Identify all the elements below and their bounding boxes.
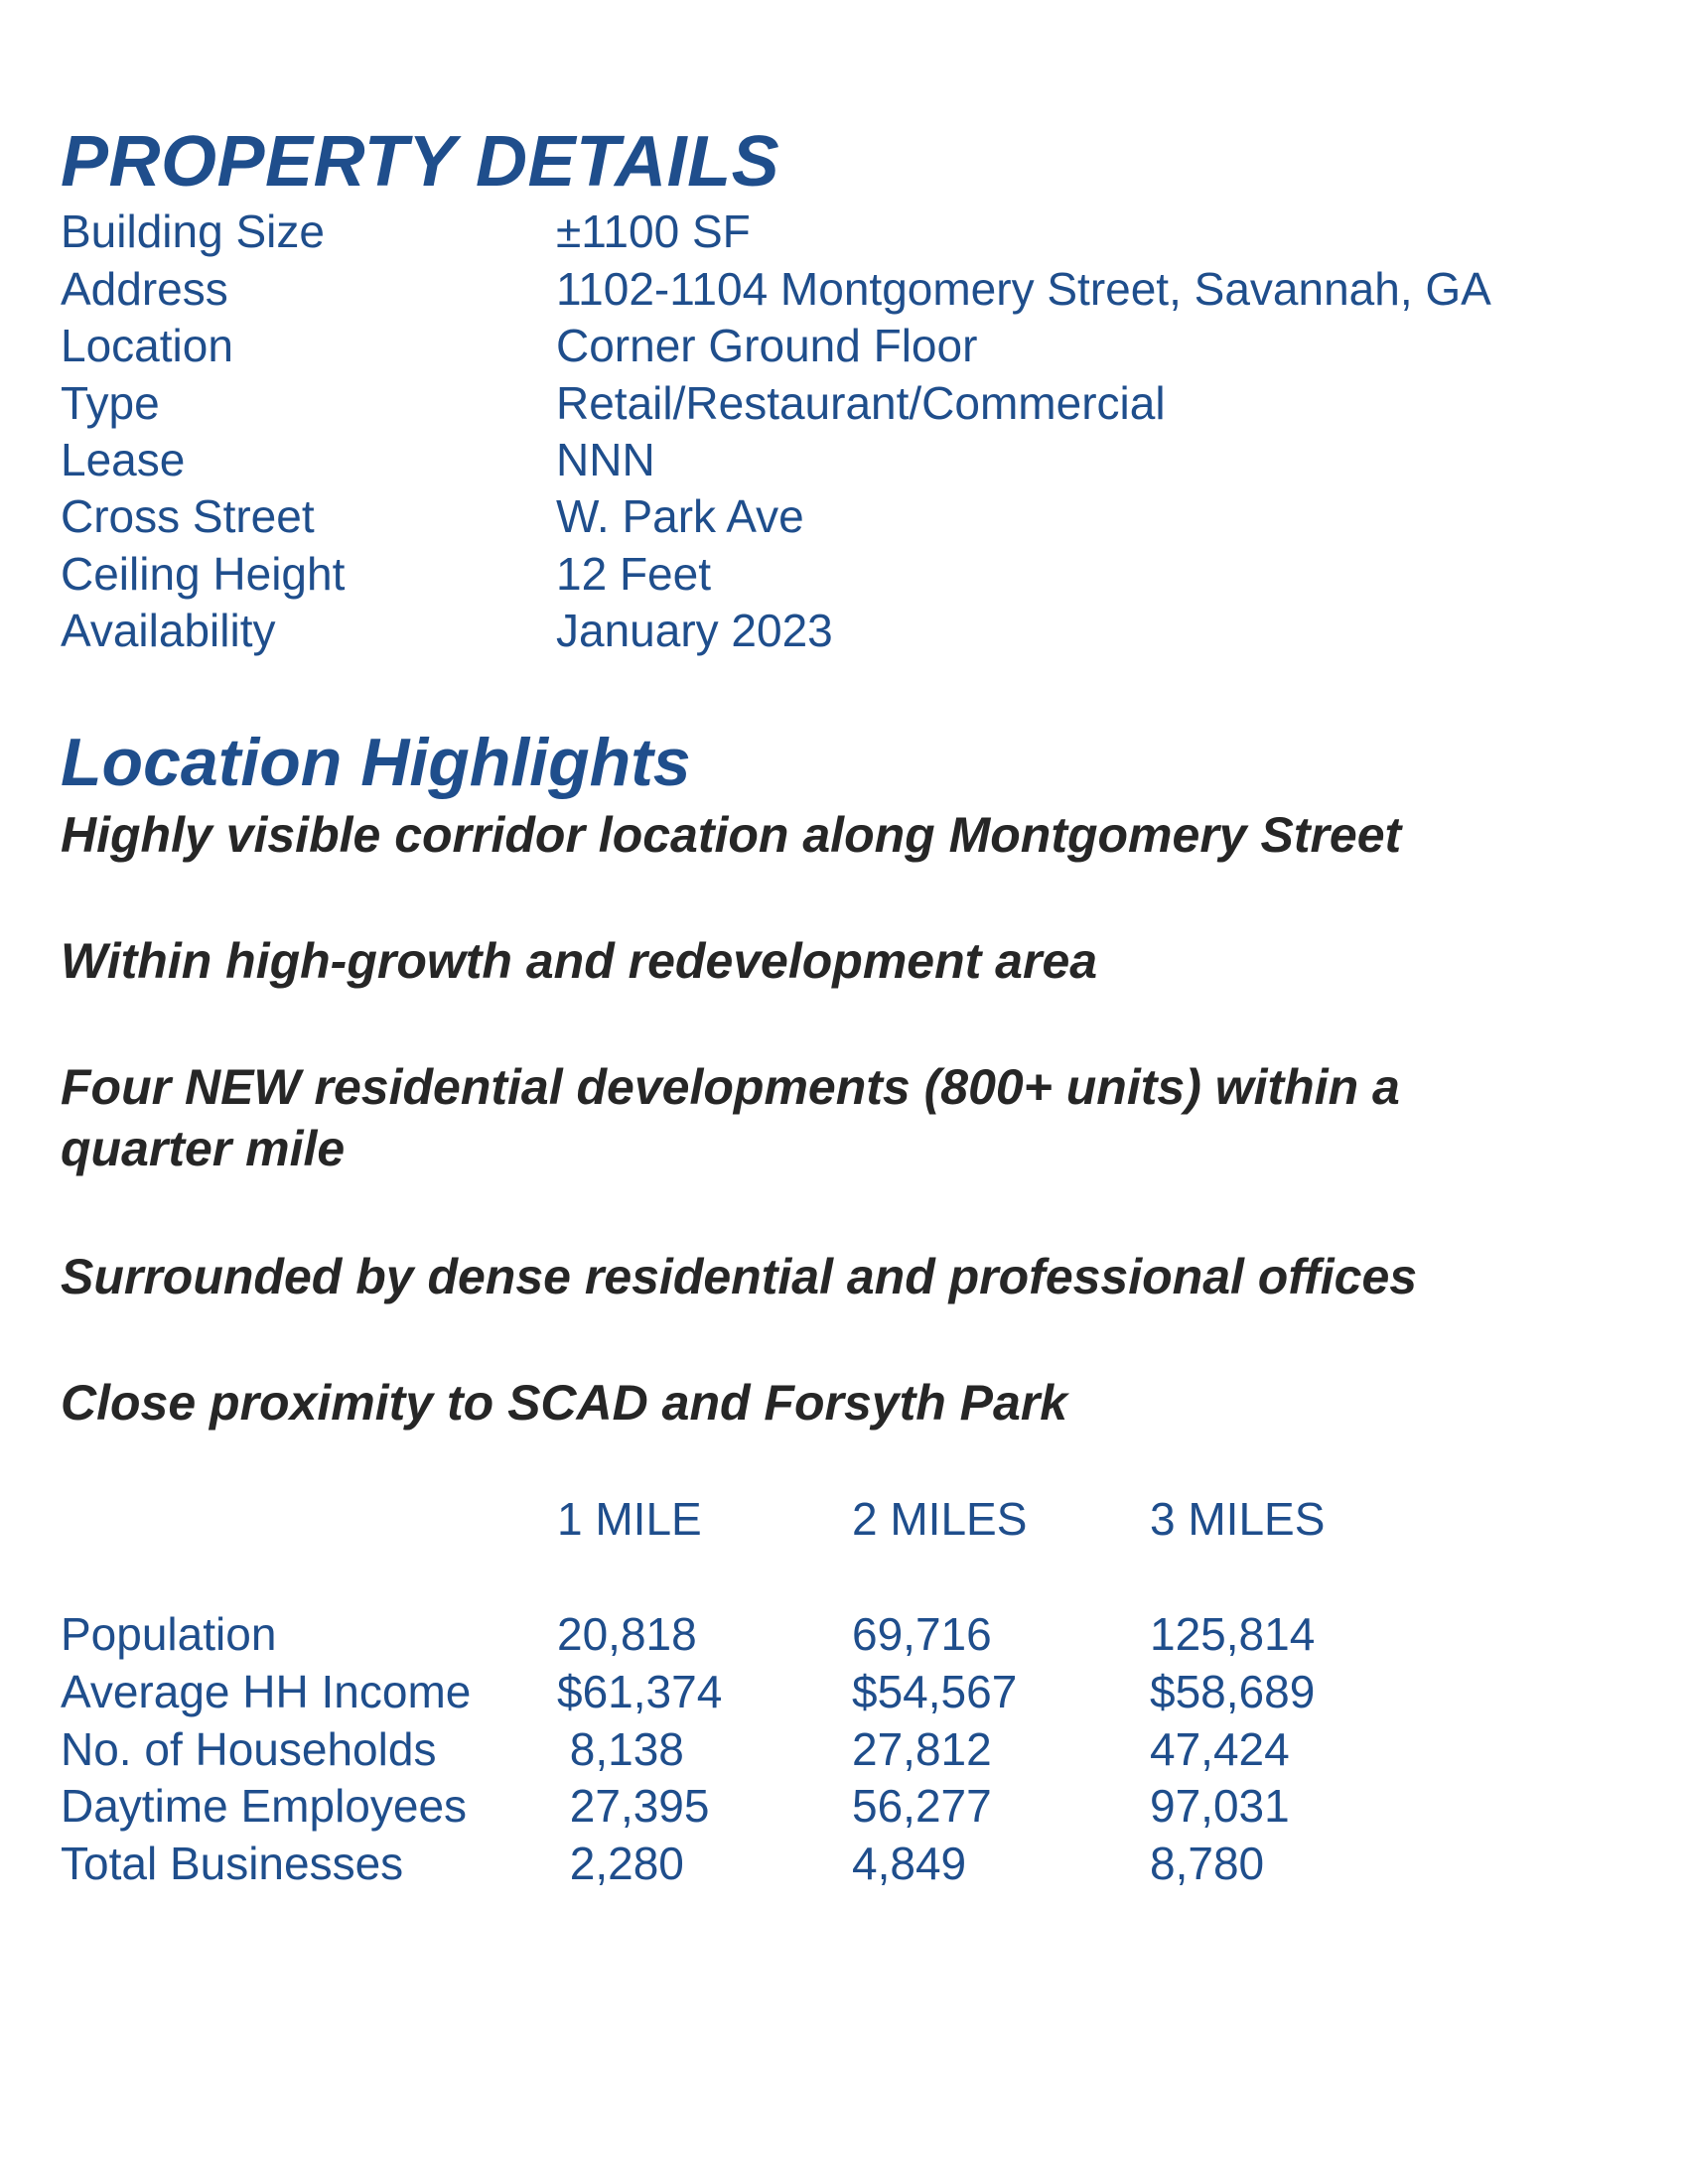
table-cell: 97,031 [1150,1780,1290,1832]
table-cell: 8,780 [1150,1838,1265,1889]
column-header-3-miles: 3 MILES [1150,1493,1326,1545]
highlight-item: Surrounded by dense residential and professional offices [61,1249,1418,1304]
row-label-total-businesses: Total Businesses [61,1838,404,1889]
table-cell: 20,818 [557,1608,697,1660]
detail-value-address: 1102-1104 Montgomery Street, Savannah, GA [556,263,1491,315]
table-cell: 56,277 [852,1780,992,1832]
table-cell: 8,138 [557,1723,684,1775]
highlight-item: Close proximity to SCAD and Forsyth Park [61,1375,1068,1431]
detail-value-location: Corner Ground Floor [556,320,978,371]
table-cell: 69,716 [852,1608,992,1660]
detail-label-building-size: Building Size [61,205,325,257]
table-cell: $61,374 [557,1666,723,1717]
location-highlights-title: Location Highlights [61,725,691,800]
row-label-population: Population [61,1608,277,1660]
row-label-daytime-employees: Daytime Employees [61,1780,468,1832]
detail-label-location: Location [61,320,233,371]
table-cell: $58,689 [1150,1666,1316,1717]
detail-label-ceiling-height: Ceiling Height [61,548,346,600]
highlight-item: Within high-growth and redevelopment area [61,933,1098,989]
table-cell: 4,849 [852,1838,967,1889]
detail-value-type: Retail/Restaurant/Commercial [556,377,1166,429]
detail-value-lease: NNN [556,434,655,485]
table-cell: 27,812 [852,1723,992,1775]
highlight-item: Four NEW residential developments (800+ units) within a quarter mile [61,1059,1400,1176]
table-cell: 125,814 [1150,1608,1316,1660]
highlight-item: Highly visible corridor location along Montgomery Street [61,807,1402,863]
table-cell: $54,567 [852,1666,1018,1717]
detail-label-availability: Availability [61,605,276,656]
table-cell: 2,280 [557,1838,684,1889]
table-cell: 27,395 [557,1780,710,1832]
property-details-title: PROPERTY DETAILS [61,122,780,202]
column-header-2-miles: 2 MILES [852,1493,1028,1545]
column-header-1-mile: 1 MILE [557,1493,702,1545]
detail-value-ceiling-height: 12 Feet [556,548,711,600]
detail-value-building-size: ±1100 SF [556,205,751,257]
detail-value-cross-street: W. Park Ave [556,490,804,542]
detail-label-lease: Lease [61,434,186,485]
detail-label-cross-street: Cross Street [61,490,315,542]
table-cell: 47,424 [1150,1723,1290,1775]
detail-value-availability: January 2023 [556,605,833,656]
detail-label-address: Address [61,263,228,315]
row-label-average-hh-income: Average HH Income [61,1666,472,1717]
row-label-households: No. of Households [61,1723,437,1775]
detail-label-type: Type [61,377,160,429]
